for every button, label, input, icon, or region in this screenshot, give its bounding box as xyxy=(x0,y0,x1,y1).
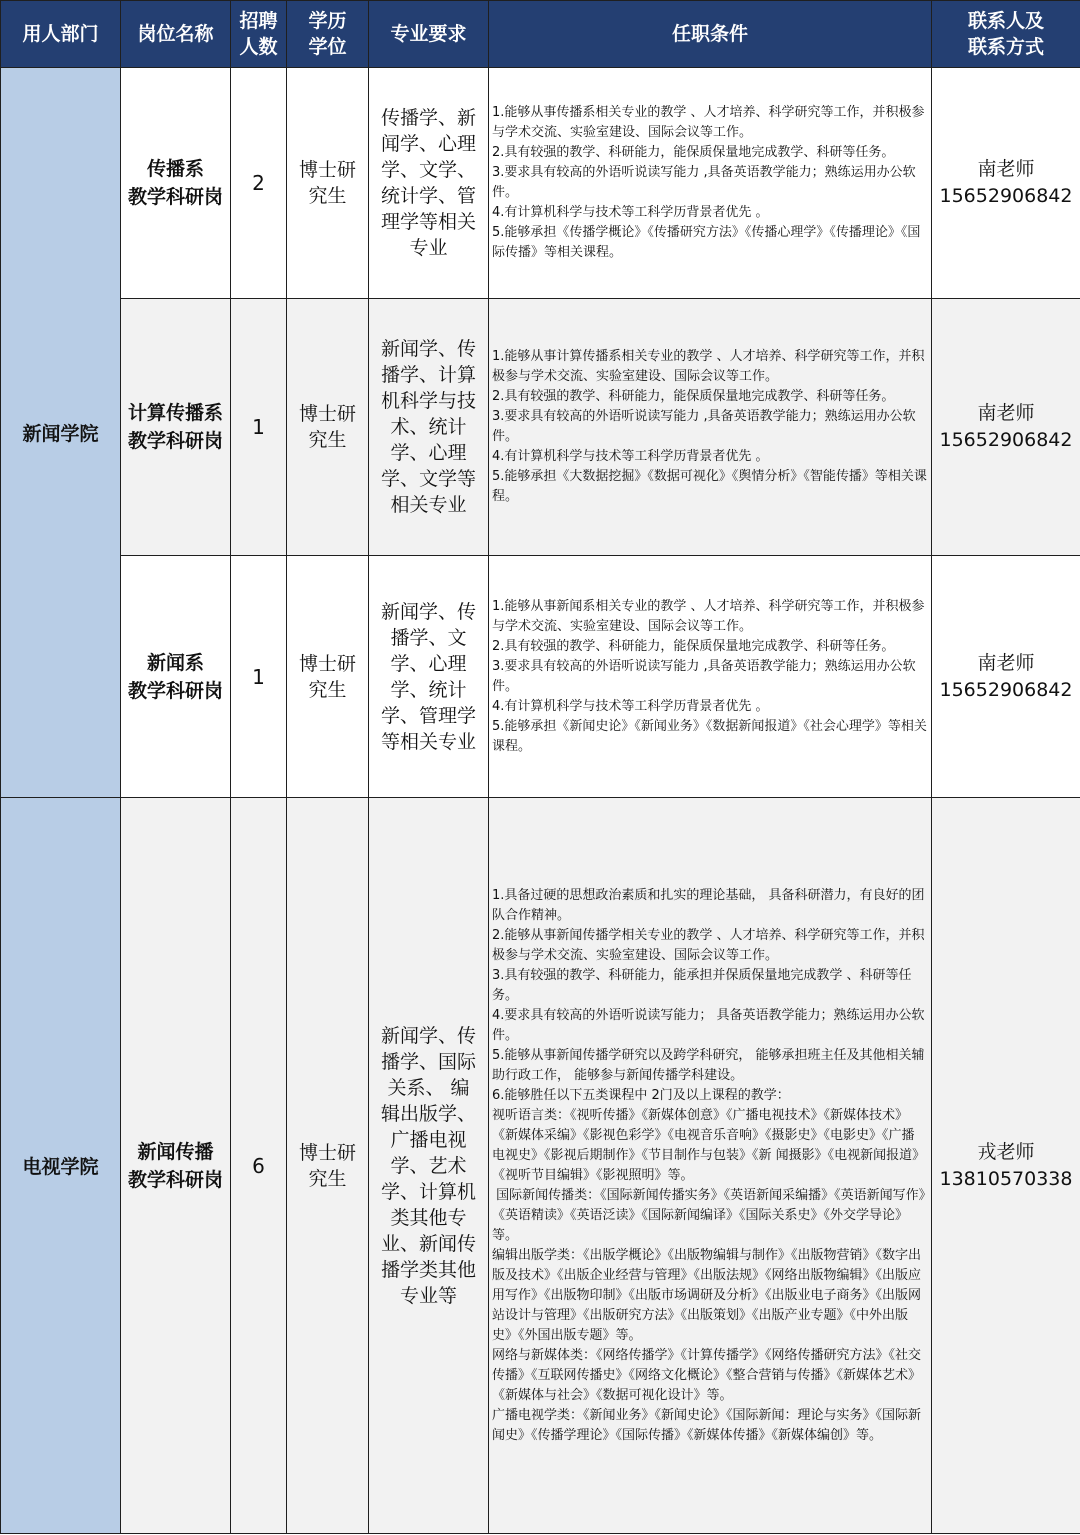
degree-cell: 博士研 究生 xyxy=(287,798,369,1534)
conditions-cell xyxy=(489,798,932,1534)
condition-item: 国际新闻传播类：《国际新闻传播实务》《英语新闻采编播》《英语新闻写作》《英语精读》《英语泛读》《国际新闻编译》《国际关系史》《外交学导论》等。 xyxy=(492,1187,926,1243)
condition-item: 5.能够从事新闻传播学研究以及跨学科研究， 能够承担班主任及其他相关辅助行政工作， 能够参与新闻传播学科建设。 xyxy=(492,1047,925,1083)
header-major: 专业要求 xyxy=(369,1,489,68)
conditions-cell xyxy=(489,68,932,299)
condition-item: 5.能够承担《新闻史论》《新闻业务》《数据新闻报道》《社会心理学》等相关课程。 xyxy=(492,718,927,754)
dept-cell-television: 电视学院 xyxy=(1,798,121,1534)
contact-name: 南老师 xyxy=(977,651,1035,674)
position-cell: 传播系 教学科研岗 xyxy=(121,68,231,299)
condition-item: 2.具有较强的教学、科研能力，能保质保量地完成教学、科研等任务。 xyxy=(492,389,895,404)
contact-phone: 15652906842 xyxy=(939,678,1073,701)
dept-cell-journalism: 新闻学院 xyxy=(1,68,121,798)
condition-item: 5.能够承担《传播学概论》《传播研究方法》《传播心理学》《传播理论》《国际传播》等相关课程。 xyxy=(492,225,921,260)
major-cell: 新闻学、传播学、国际关系、 编辑出版学、广播电视学、艺术学、计算机类其他专业、新闻传播学类其他专业等 xyxy=(369,798,489,1534)
count-cell: 2 xyxy=(231,68,287,299)
condition-item: 3.要求具有较高的外语听说读写能力 ,具备英语教学能力；熟练运用办公软件。 xyxy=(492,409,916,444)
header-contact: 联系人及 联系方式 xyxy=(932,1,1080,68)
header-row xyxy=(1,1,1080,68)
table-row xyxy=(1,556,1080,798)
contact-phone: 13810570338 xyxy=(939,1167,1073,1190)
table-row xyxy=(1,68,1080,299)
header-degree: 学历 学位 xyxy=(287,1,369,68)
condition-item: 2.具有较强的教学、科研能力，能保质保量地完成教学、科研等任务。 xyxy=(492,638,895,654)
count-cell: 1 xyxy=(231,556,287,798)
contact-name: 南老师 xyxy=(977,402,1035,424)
header-dept: 用人部门 xyxy=(1,1,121,68)
degree-cell: 博士研 究生 xyxy=(287,299,369,556)
condition-item: 网络与新媒体类：《网络传播学》《计算传播学》《网络传播研究方法》《社交传播》《互联网传播史》《网络文化概论》《整合营销与传播》《新媒体艺术》《新媒体与社会》《数据可视化设计》等。 xyxy=(492,1347,922,1403)
conditions-cell xyxy=(489,556,932,798)
position-cell: 计算传播系 教学科研岗 xyxy=(121,299,231,556)
condition-item: 广播电视学类：《新闻业务》《新闻史论》《国际新闻：理论与实务》《国际新闻史》《传播学理论》《国际传播》《新媒体传播》《新媒体编创》等。 xyxy=(492,1407,922,1443)
condition-item: 视听语言类：《视听传播》《新媒体创意》《广播电视技术》《新媒体技术》《新媒体采编》《影视色彩学》《电视音乐音响》《摄影史》《电影史》《广播电视史》《影视后期制作》《节目制作与包装》《新 闻摄影》《电视新闻报道》《视听节目编辑》《影视照明》等。 xyxy=(492,1107,926,1183)
major-cell: 传播学、新闻学、心理学、文学、统计学、管理学等相关专业 xyxy=(369,68,489,299)
contact-phone: 15652906842 xyxy=(939,185,1073,207)
contact-name: 戎老师 xyxy=(977,1140,1035,1163)
condition-item: 3.具有较强的教学、科研能力，能承担并保质保量地完成教学 、科研等任务。 xyxy=(492,967,912,1003)
condition-item: 1.能够从事新闻系相关专业的教学 、人才培养、科学研究等工作，并积极参与学术交流、实验室建设、国际会议等工作。 xyxy=(492,598,925,634)
header-conditions: 任职条件 xyxy=(489,1,932,68)
conditions-cell xyxy=(489,299,932,556)
condition-item: 4.有计算机科学与技术等工科学历背景者优先 。 xyxy=(492,205,769,220)
major-cell: 新闻学、传播学、文学、心理学、统计学、管理学等相关专业 xyxy=(369,556,489,798)
major-cell: 新闻学、传播学、计算机科学与技术、统计学、心理学、文学等相关专业 xyxy=(369,299,489,556)
contact-cell xyxy=(932,556,1080,798)
count-cell: 1 xyxy=(231,299,287,556)
condition-item: 3.要求具有较高的外语听说读写能力 ,具备英语教学能力；熟练运用办公软件。 xyxy=(492,658,916,694)
condition-item: 编辑出版学类：《出版学概论》《出版物编辑与制作》《出版物营销》《数字出版及技术》《出版企业经营与管理》《出版法规》《网络出版物编辑》《出版应用写作》《出版物印制》《出版市场调研及分析》《出版业电子商务》《出版网站设计与管理》《出版研究方法》《出版策划》《出版产业专题》《中外出版史》《外国出版专题》等。 xyxy=(492,1247,922,1343)
condition-item: 2.能够从事新闻传播学相关专业的教学 、人才培养、科学研究等工作，并积极参与学术交流、实验室建设、国际会议等工作。 xyxy=(492,927,925,963)
header-count: 招聘 人数 xyxy=(231,1,287,68)
condition-item: 4.有计算机科学与技术等工科学历背景者优先 。 xyxy=(492,698,769,714)
contact-phone: 15652906842 xyxy=(939,429,1073,451)
condition-item: 5.能够承担《大数据挖掘》《数据可视化》《舆情分析》《智能传播》等相关课程。 xyxy=(492,469,927,504)
condition-item: 6.能够胜任以下五类课程中 2门及以上课程的教学： xyxy=(492,1087,790,1103)
condition-item: 2.具有较强的教学、科研能力，能保质保量地完成教学、科研等任务。 xyxy=(492,145,895,160)
contact-cell xyxy=(932,798,1080,1534)
contact-cell xyxy=(932,68,1080,299)
condition-item: 4.有计算机科学与技术等工科学历背景者优先 。 xyxy=(492,449,769,464)
condition-item: 4.要求具有较高的外语听说读写能力； 具备英语教学能力；熟练运用办公软件。 xyxy=(492,1007,925,1043)
contact-cell xyxy=(932,299,1080,556)
table-row xyxy=(1,798,1080,1534)
position-cell: 新闻系 教学科研岗 xyxy=(121,556,231,798)
header-position: 岗位名称 xyxy=(121,1,231,68)
degree-cell: 博士研 究生 xyxy=(287,556,369,798)
condition-item: 1.具备过硬的思想政治素质和扎实的理论基础， 具备科研潜力，有良好的团队合作精神。 xyxy=(492,887,925,923)
condition-item: 1.能够从事传播系相关专业的教学 、人才培养、科学研究等工作，并积极参与学术交流、实验室建设、国际会议等工作。 xyxy=(492,105,925,140)
degree-cell: 博士研 究生 xyxy=(287,68,369,299)
condition-item: 1.能够从事计算传播系相关专业的教学 、人才培养、科学研究等工作，并积极参与学术交流、实验室建设、国际会议等工作。 xyxy=(492,349,925,384)
count-cell: 6 xyxy=(231,798,287,1534)
condition-item: 3.要求具有较高的外语听说读写能力 ,具备英语教学能力；熟练运用办公软件。 xyxy=(492,165,916,200)
contact-name: 南老师 xyxy=(977,158,1035,180)
table-row xyxy=(1,299,1080,556)
position-cell: 新闻传播 教学科研岗 xyxy=(121,798,231,1534)
